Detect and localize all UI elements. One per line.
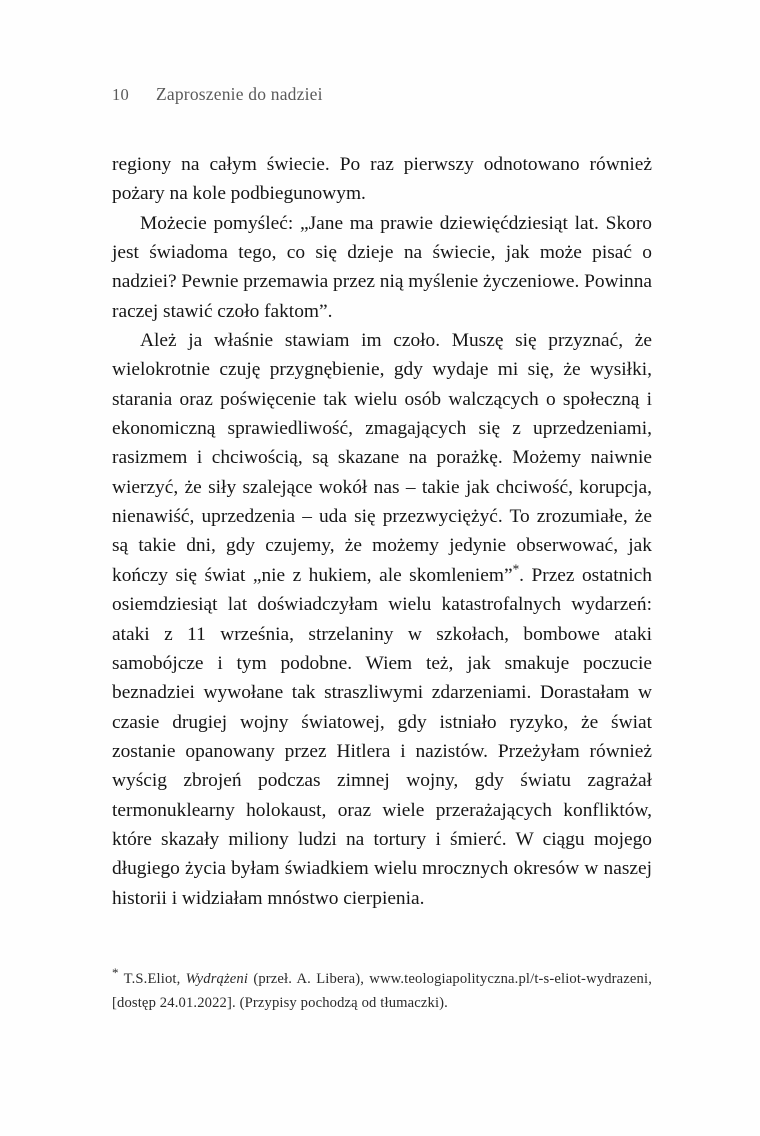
footnote-author: T.S.Eliot, xyxy=(118,971,186,987)
page-number: 10 xyxy=(112,85,129,104)
paragraph-main-part-2: . Przez ostatnich osiemdziesiąt lat doświadczyłam wielu katastrofalnych wydarzeń: ataki z 11 września, strzelaniny w szkołach, bombowe ataki samobójcze i tym podobne. Wiem też, jak smakuje poczucie beznadziei wywołane tak straszliwymi zdarzeniami. Dorastałam w czasie drugiej wojny światowej, gdy istniało ryzyko, że świat zostanie opanowany przez Hitlera i nazistów. Przeżyłam również wyścig zbrojeń podczas zimnej wojny, gdy światu zagrażał termonuklearny holokaust, oraz wiele przerażających konfliktów, które skazały miliony ludzi na tortury i śmierć. W ciągu mojego długiego życia byłam świadkiem wielu mrocznych okresów w naszej historii i widziałam mnóstwo cierpienia. xyxy=(112,564,652,909)
footnote-reference-marker: * xyxy=(512,561,520,577)
footnote-source: (przeł. A. Libera), www.teologiapolityczna.pl/t-s-eliot-wydrazeni, [dostęp 24.01.2022]. (Przypisy pochodzą od tłumaczki). xyxy=(112,971,652,1011)
footnote-text xyxy=(112,965,652,1015)
running-title: Zaproszenie do nadziei xyxy=(156,84,323,104)
paragraph-continued: regiony na całym świecie. Po raz pierwszy odnotowano również pożary na kole podbiegunowym. xyxy=(112,154,652,205)
running-head xyxy=(112,84,323,105)
paragraph-main-part-1: Ależ ja właśnie stawiam im czoło. Muszę się przyznać, że wielokrotnie czuję przygnębienie, gdy wydaje mi się, że wysiłki, starania oraz poświęcenie tak wielu osób walczących o społeczną i ekonomiczną sprawiedliwość, zmagających się z uprzedzeniami, rasizmem i chciwością, są skazane na porażkę. Możemy naiwnie wierzyć, że siły szalejące wokół nas – takie jak chciwość, korupcja, nienawiść, uprzedzenia – uda się przezwyciężyć. To zrozumiałe, że są takie dni, gdy czujemy, że możemy jedynie obserwować, jak kończy się świat „nie z hukiem, ale skomleniem” xyxy=(112,330,652,586)
footnote-work-title: Wydrążeni xyxy=(185,971,249,987)
body-text-block xyxy=(112,150,652,913)
paragraph-main xyxy=(112,326,652,913)
paragraph-quote: Możecie pomyśleć: „Jane ma prawie dziewięćdziesiąt lat. Skoro jest świadoma tego, co się dzieje na świecie, jak może pisać o nadziei? Pewnie przemawia przez nią myślenie życzeniowe. Powinna raczej stawić czoło faktom”. xyxy=(112,212,652,322)
footnote-block xyxy=(112,965,652,1015)
footnote-marker: * xyxy=(112,965,119,981)
